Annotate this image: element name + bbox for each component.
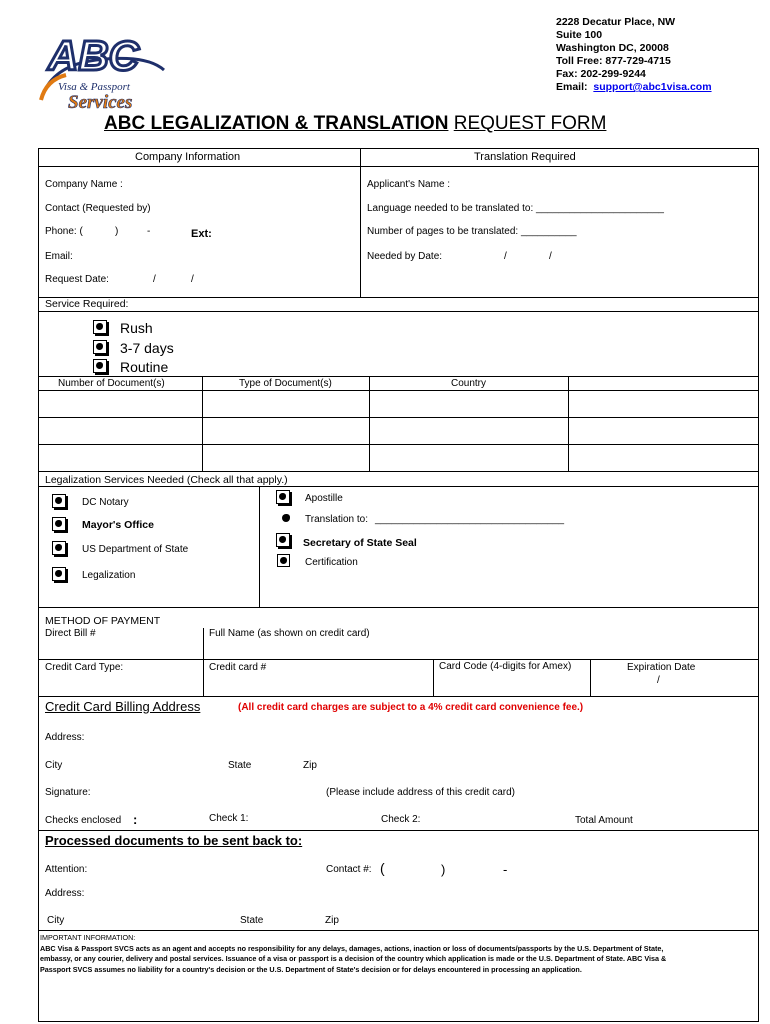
company-header: Company Information — [135, 151, 241, 163]
date-slash: / — [191, 274, 194, 285]
billing-state-label: State — [228, 760, 252, 771]
apostille-label: Apostille — [305, 493, 343, 504]
translation-checkbox[interactable] — [282, 514, 290, 522]
legalization-checkbox[interactable] — [52, 567, 66, 581]
doc-count-input[interactable] — [39, 391, 201, 416]
address-line: Suite 100 — [556, 29, 603, 41]
return-address-label: Address: — [45, 888, 85, 899]
logo-text: ABC — [48, 32, 139, 79]
company-name-label: Company Name : — [45, 179, 123, 190]
contact-dash: - — [503, 862, 508, 877]
phone-close: ) — [115, 226, 119, 237]
dc-notary-checkbox[interactable] — [52, 494, 66, 508]
standard-checkbox[interactable] — [93, 340, 107, 354]
ext-label: Ext: — [191, 228, 212, 240]
logo-sub1: Visa & Passport — [58, 81, 130, 93]
legalization-label: Legalization Services Needed (Check all that apply.) — [45, 474, 288, 486]
direct-bill-label: Direct Bill # — [45, 628, 96, 639]
email-label: Email: — [556, 81, 588, 93]
address-line: Fax: 202-299-9244 — [556, 68, 646, 80]
important-line: ABC Visa & Passport SVCS acts as an agent and accepts no responsibility for any delays, damages, actions, inaction or loss of documents/passports by the U.S. Department of State, — [40, 943, 664, 953]
contact-number-label: Contact #: — [326, 864, 372, 875]
doc-type-header: Type of Document(s) — [239, 378, 332, 389]
full-name-label: Full Name (as shown on credit card) — [209, 628, 370, 639]
secretary-state-label: Secretary of State Seal — [303, 537, 417, 549]
card-type-label: Credit Card Type: — [45, 662, 124, 673]
payment-header: METHOD OF PAYMENT — [45, 615, 161, 627]
contact-open-paren: ( — [380, 860, 385, 876]
translation-to-blank[interactable]: __________________________________ — [375, 514, 565, 525]
billing-address-label: Address: — [45, 732, 85, 743]
billing-zip-label: Zip — [303, 760, 317, 771]
phone-label: Phone: ( — [45, 226, 83, 237]
card-code-label: Card Code (4-digits for Amex) — [439, 661, 572, 672]
certification-label: Certification — [305, 557, 358, 568]
us-dept-state-checkbox[interactable] — [52, 541, 66, 555]
checks-colon: : — [133, 812, 138, 827]
card-number-label: Credit card # — [209, 662, 267, 673]
title-end: REQUEST FORM — [453, 113, 607, 134]
legalization-item-label: Legalization — [82, 570, 136, 581]
translation-to-label: Translation to: — [305, 514, 368, 525]
rush-label: Rush — [120, 320, 153, 336]
return-city-label: City — [47, 915, 65, 926]
standard-label: 3-7 days — [120, 340, 174, 356]
billing-city-label: City — [45, 760, 63, 771]
return-header: Processed documents to be sent back to: — [45, 833, 303, 848]
attention-label: Attention: — [45, 864, 88, 875]
important-line: embassy, or any courier, delivery and postal services. Issuance of a visa or passport is a decision of the country which application is made or the U.S. Department of State. ABC Visa & — [40, 954, 667, 963]
check1-label: Check 1: — [209, 813, 249, 824]
pages-label: Number of pages to be translated: __________ — [367, 226, 577, 237]
form-title — [104, 113, 606, 135]
date-slash: / — [153, 274, 156, 285]
email-field-label: Email: — [45, 251, 73, 262]
include-note: (Please include address of this credit card) — [326, 787, 515, 798]
address-line: Washington DC, 20008 — [556, 42, 669, 54]
country-input[interactable] — [370, 391, 567, 416]
request-date-label: Request Date: — [45, 274, 109, 285]
company-address — [556, 16, 712, 94]
contact-label: Contact (Requested by) — [45, 203, 151, 214]
mayors-office-label: Mayor's Office — [82, 519, 154, 531]
company-logo — [36, 30, 171, 120]
fee-note: (All credit card charges are subject to a 4% credit card convenience fee.) — [238, 702, 584, 713]
title-main: ABC LEGALIZATION & TRANSLATION — [104, 113, 449, 134]
routine-label: Routine — [120, 359, 169, 375]
return-zip-label: Zip — [325, 915, 339, 926]
apostille-checkbox[interactable] — [276, 490, 290, 504]
doc-count-header: Number of Document(s) — [58, 378, 165, 389]
logo-sub2: Services — [68, 92, 133, 113]
country-header: Country — [451, 378, 487, 389]
secretary-state-checkbox[interactable] — [276, 533, 290, 547]
email-link[interactable]: support@abc1visa.com — [593, 81, 712, 93]
phone-dash: - — [147, 226, 151, 237]
service-label: Service Required: — [45, 298, 129, 310]
translation-header: Translation Required — [474, 151, 576, 163]
expiration-label: Expiration Date — [627, 662, 696, 673]
rush-checkbox[interactable] — [93, 320, 107, 334]
important-line: Passport SVCS assumes no liability for a country's decision or the U.S. Department of State's decision or for delays encountered in processing an application. — [40, 964, 582, 974]
expiration-slash: / — [657, 675, 660, 686]
address-line: 2228 Decatur Place, NW — [556, 16, 676, 28]
important-info — [40, 933, 756, 975]
needed-by-label: Needed by Date: — [367, 251, 443, 262]
needed-slash: / — [549, 251, 552, 262]
important-title: IMPORTANT INFORMATION: — [40, 933, 136, 942]
return-state-label: State — [240, 915, 264, 926]
form-frame — [38, 148, 759, 1022]
mayors-office-checkbox[interactable] — [52, 517, 66, 531]
total-amount-label: Total Amount — [575, 815, 633, 826]
us-dept-state-label: US Department of State — [82, 544, 189, 555]
contact-close-paren: ) — [441, 862, 446, 877]
routine-checkbox[interactable] — [93, 359, 107, 373]
check2-label: Check 2: — [381, 814, 421, 825]
doc-type-input[interactable] — [203, 391, 368, 416]
language-label: Language needed to be translated to: _______________________ — [367, 203, 664, 214]
billing-header: Credit Card Billing Address — [45, 699, 201, 714]
needed-slash: / — [504, 251, 507, 262]
dc-notary-label: DC Notary — [82, 497, 129, 508]
address-line: Toll Free: 877-729-4715 — [556, 55, 671, 67]
certification-checkbox[interactable] — [277, 554, 290, 567]
applicant-label: Applicant's Name : — [367, 179, 451, 190]
checks-label: Checks enclosed — [45, 815, 122, 826]
signature-label: Signature: — [45, 787, 91, 798]
